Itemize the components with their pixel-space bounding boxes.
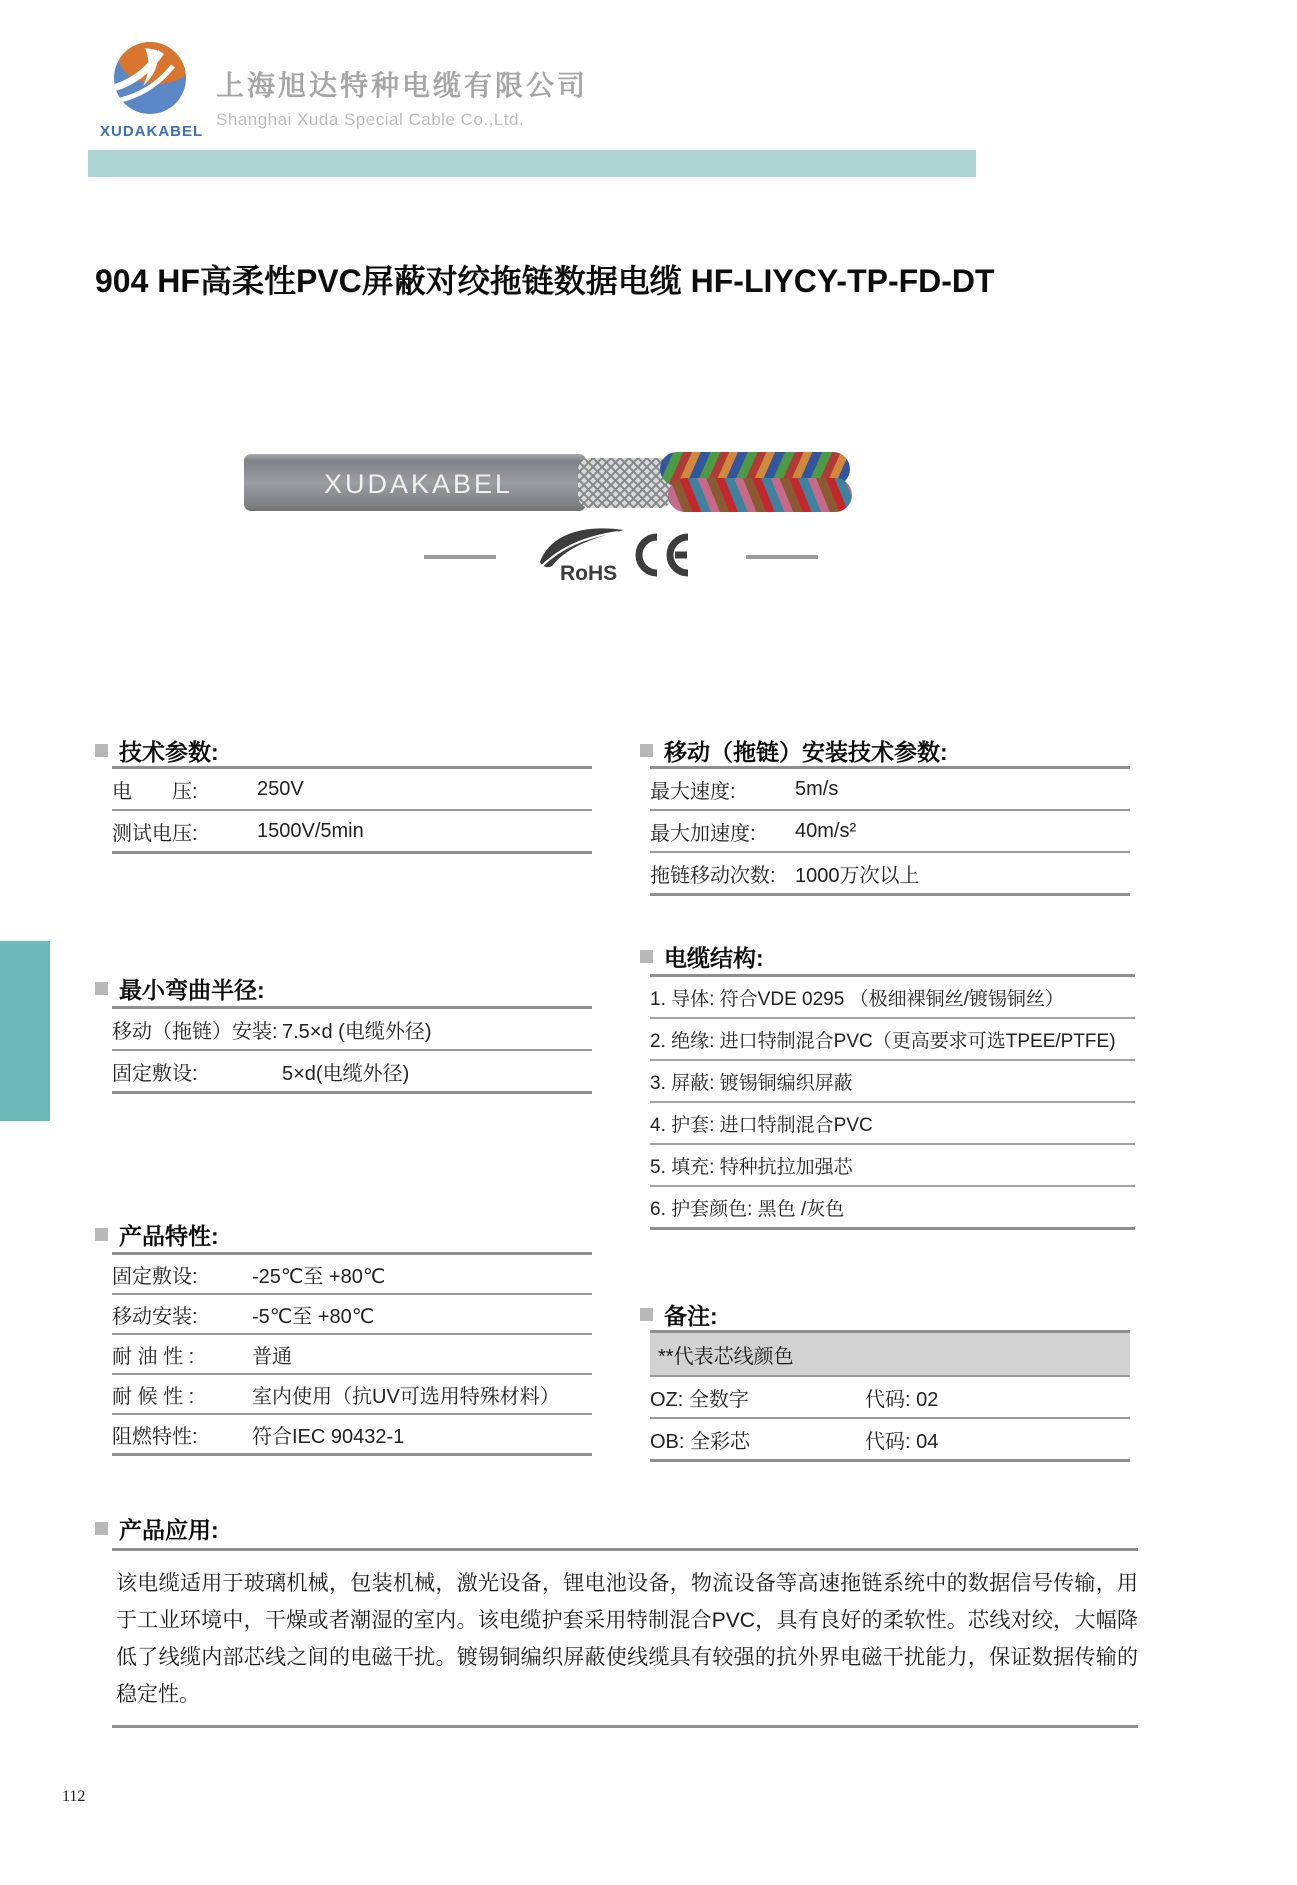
- row-label: 电 压:: [112, 780, 198, 803]
- ce-mark-icon: [628, 532, 692, 578]
- section-bullet-icon: [95, 1522, 108, 1535]
- section-title: 备注:: [664, 1303, 718, 1329]
- divider-dash-right: [746, 555, 818, 559]
- rohs-icon: [538, 524, 634, 584]
- teal-header-bar: [88, 150, 976, 177]
- section-mobile-params-heading: [640, 734, 948, 767]
- table-row: [650, 853, 1130, 896]
- row-label: 测试电压:: [112, 822, 198, 845]
- note-code-name: OB: 全彩芯: [650, 1430, 751, 1453]
- company-name-en: Shanghai Xuda Special Cable Co.,Ltd.: [216, 110, 525, 129]
- row-value: 7.5×d (电缆外径): [282, 1020, 432, 1043]
- cable-structure-table: [650, 974, 1135, 1230]
- row-value: 40m/s²: [795, 819, 857, 842]
- note-code-name: OZ: 全数字: [650, 1388, 749, 1411]
- company-name-block: [216, 64, 588, 130]
- section-application-heading: [95, 1512, 219, 1545]
- section-bullet-icon: [95, 744, 108, 757]
- row-value: 5m/s: [795, 777, 839, 800]
- company-name-cn: 上海旭达特种电缆有限公司: [216, 70, 589, 101]
- cable-twisted-pairs-bottom: [668, 478, 852, 512]
- section-bullet-icon: [640, 1308, 653, 1321]
- row-label: 移动安装:: [112, 1305, 198, 1328]
- rohs-label: RoHS: [560, 562, 618, 584]
- structure-item: 6. 护套颜色: 黑色 /灰色: [650, 1187, 1135, 1230]
- table-row: [112, 1375, 592, 1415]
- row-label: 最大速度:: [650, 780, 736, 803]
- section-title: 技术参数:: [119, 739, 219, 765]
- row-label: 拖链移动次数:: [650, 864, 776, 887]
- row-label: 最大加速度:: [650, 822, 756, 845]
- application-block: [112, 1548, 1138, 1728]
- mobile-params-table: [650, 766, 1130, 896]
- table-row: [112, 1009, 592, 1051]
- row-value: 1000万次以上: [795, 864, 920, 887]
- row-value: 1500V/5min: [257, 819, 364, 842]
- table-row: [112, 1051, 592, 1094]
- section-bullet-icon: [640, 744, 653, 757]
- note-code-value: 代码: 04: [865, 1430, 939, 1453]
- teal-side-tab: [0, 941, 50, 1121]
- globe-logo-icon: [109, 40, 191, 116]
- row-label: 固定敷设:: [112, 1062, 198, 1085]
- row-value: 250V: [257, 777, 304, 800]
- cable-braid-shield: [578, 458, 672, 508]
- table-row: [112, 1335, 592, 1375]
- section-bullet-icon: [95, 1228, 108, 1241]
- row-value: 符合IEC 90432-1: [252, 1425, 405, 1448]
- section-title: 移动（拖链）安装技术参数:: [664, 739, 948, 765]
- structure-item: 5. 填充: 特种抗拉加强芯: [650, 1145, 1135, 1187]
- section-product-features-heading: [95, 1218, 219, 1251]
- table-row: [112, 1415, 592, 1456]
- cable-print-label: XUDAKABEL: [324, 469, 514, 499]
- section-notes-heading: [640, 1298, 718, 1331]
- structure-item: 3. 屏蔽: 镀锡铜编织屏蔽: [650, 1061, 1135, 1103]
- section-title: 电缆结构:: [664, 945, 764, 971]
- structure-item: 2. 绝缘: 进口特制混合PVC（更高要求可选TPEE/PTFE): [650, 1019, 1135, 1061]
- page-number: 112: [62, 1788, 86, 1805]
- application-text: 该电缆适用于玻璃机械，包装机械，激光设备，锂电池设备，物流设备等高速拖链系统中的数据信号传输，用于工业环境中，干燥或者潮湿的室内。该电缆护套采用特制混合PVC，具有良好的柔软性。芯线对绞，大幅降低了线缆内部芯线之间的电磁干扰。镀锡铜编织屏蔽使线缆具有较强的抗外界电磁干扰能力，保证数据传输的稳定性。: [116, 1572, 1138, 1706]
- table-row: [112, 769, 592, 811]
- row-value: -25℃至 +80℃: [252, 1265, 386, 1288]
- notes-highlight-row: **代表芯线颜色: [650, 1333, 1130, 1377]
- row-label: 固定敷设:: [112, 1265, 198, 1288]
- note-code-value: 代码: 02: [865, 1388, 939, 1411]
- divider-dash-left: [424, 555, 496, 559]
- section-bullet-icon: [95, 982, 108, 995]
- row-value: 5×d(电缆外径): [282, 1062, 410, 1085]
- table-row: [650, 1419, 1130, 1462]
- row-value: -5℃至 +80℃: [252, 1305, 375, 1328]
- table-row: [650, 769, 1130, 811]
- section-bend-radius-heading: [95, 972, 265, 1005]
- row-label: 耐 油 性 :: [112, 1345, 195, 1368]
- section-title: 产品应用:: [119, 1517, 219, 1543]
- company-logo: [100, 40, 204, 140]
- row-value: 室内使用（抗UV可选用特殊材料）: [252, 1385, 560, 1408]
- row-label: 移动（拖链）安装:: [112, 1020, 278, 1043]
- row-value: 普通: [252, 1345, 292, 1368]
- table-row: [112, 1295, 592, 1335]
- section-cable-structure-heading: [640, 940, 764, 973]
- row-label: 耐 候 性 :: [112, 1385, 195, 1408]
- row-label: 阻燃特性:: [112, 1425, 198, 1448]
- cable-product-image: [242, 440, 857, 524]
- table-row: [650, 811, 1130, 853]
- bend-radius-table: [112, 1006, 592, 1094]
- table-row: [650, 1377, 1130, 1419]
- page-title: 904 HF高柔性PVC屏蔽对绞拖链数据电缆 HF-LIYCY-TP-FD-DT: [95, 263, 995, 299]
- tech-params-table: [112, 766, 592, 854]
- table-row: [112, 1255, 592, 1295]
- section-bullet-icon: [640, 950, 653, 963]
- structure-item: 4. 护套: 进口特制混合PVC: [650, 1103, 1135, 1145]
- product-features-table: [112, 1252, 592, 1456]
- notes-table: [650, 1330, 1130, 1462]
- logo-wordmark: XUDAKABEL: [100, 123, 204, 140]
- section-title: 最小弯曲半径:: [119, 977, 265, 1003]
- section-title: 产品特性:: [119, 1223, 219, 1249]
- section-tech-params-heading: [95, 734, 219, 767]
- table-row: [112, 811, 592, 854]
- structure-item: 1. 导体: 符合VDE 0295 （极细裸铜丝/镀锡铜丝）: [650, 977, 1135, 1019]
